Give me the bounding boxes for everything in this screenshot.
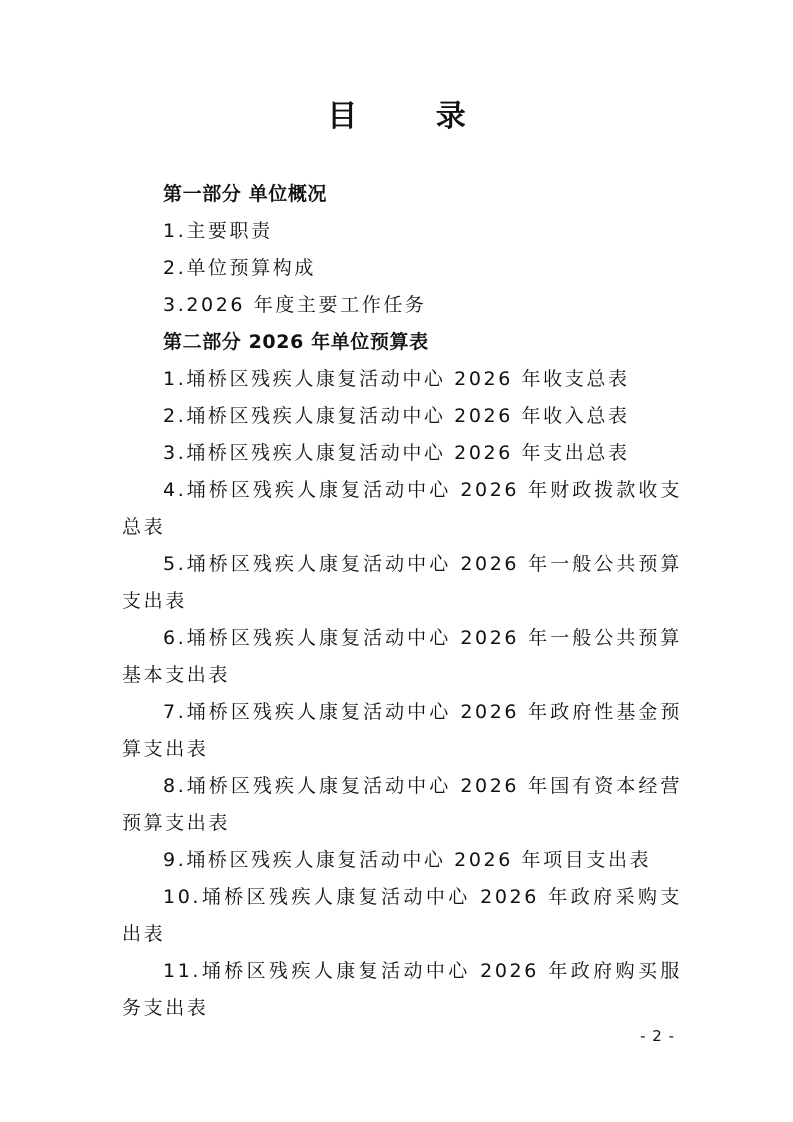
- toc-entry: 6.埇桥区残疾人康复活动中心 2026 年一般公共预算基本支出表: [122, 627, 682, 686]
- toc-section-heading: 第二部分 2026 年单位预算表: [163, 331, 429, 353]
- toc-entry: 3.埇桥区残疾人康复活动中心 2026 年支出总表: [163, 442, 630, 464]
- toc-entry: 1.埇桥区残疾人康复活动中心 2026 年收支总表: [163, 368, 630, 390]
- toc-entry: 2.单位预算构成: [163, 257, 316, 279]
- table-of-contents: [122, 176, 682, 1027]
- toc-entry: 3.2026 年度主要工作任务: [163, 294, 427, 316]
- toc-entry: 1.主要职责: [163, 220, 273, 242]
- toc-entry: 10.埇桥区残疾人康复活动中心 2026 年政府采购支出表: [122, 886, 682, 945]
- toc-entry: 7.埇桥区残疾人康复活动中心 2026 年政府性基金预算支出表: [122, 701, 682, 760]
- page-title: 目 录: [327, 99, 500, 134]
- toc-entry: 8.埇桥区残疾人康复活动中心 2026 年国有资本经营预算支出表: [122, 775, 682, 834]
- toc-entry: 4.埇桥区残疾人康复活动中心 2026 年财政拨款收支总表: [122, 479, 682, 538]
- page-number: - 2 -: [640, 1027, 675, 1045]
- toc-entry: 11.埇桥区残疾人康复活动中心 2026 年政府购买服务支出表: [122, 960, 682, 1019]
- toc-section-heading: 第一部分 单位概况: [163, 183, 328, 205]
- toc-entry: 2.埇桥区残疾人康复活动中心 2026 年收入总表: [163, 405, 630, 427]
- toc-entry: 9.埇桥区残疾人康复活动中心 2026 年项目支出表: [163, 849, 652, 871]
- toc-entry: 5.埇桥区残疾人康复活动中心 2026 年一般公共预算支出表: [122, 553, 682, 612]
